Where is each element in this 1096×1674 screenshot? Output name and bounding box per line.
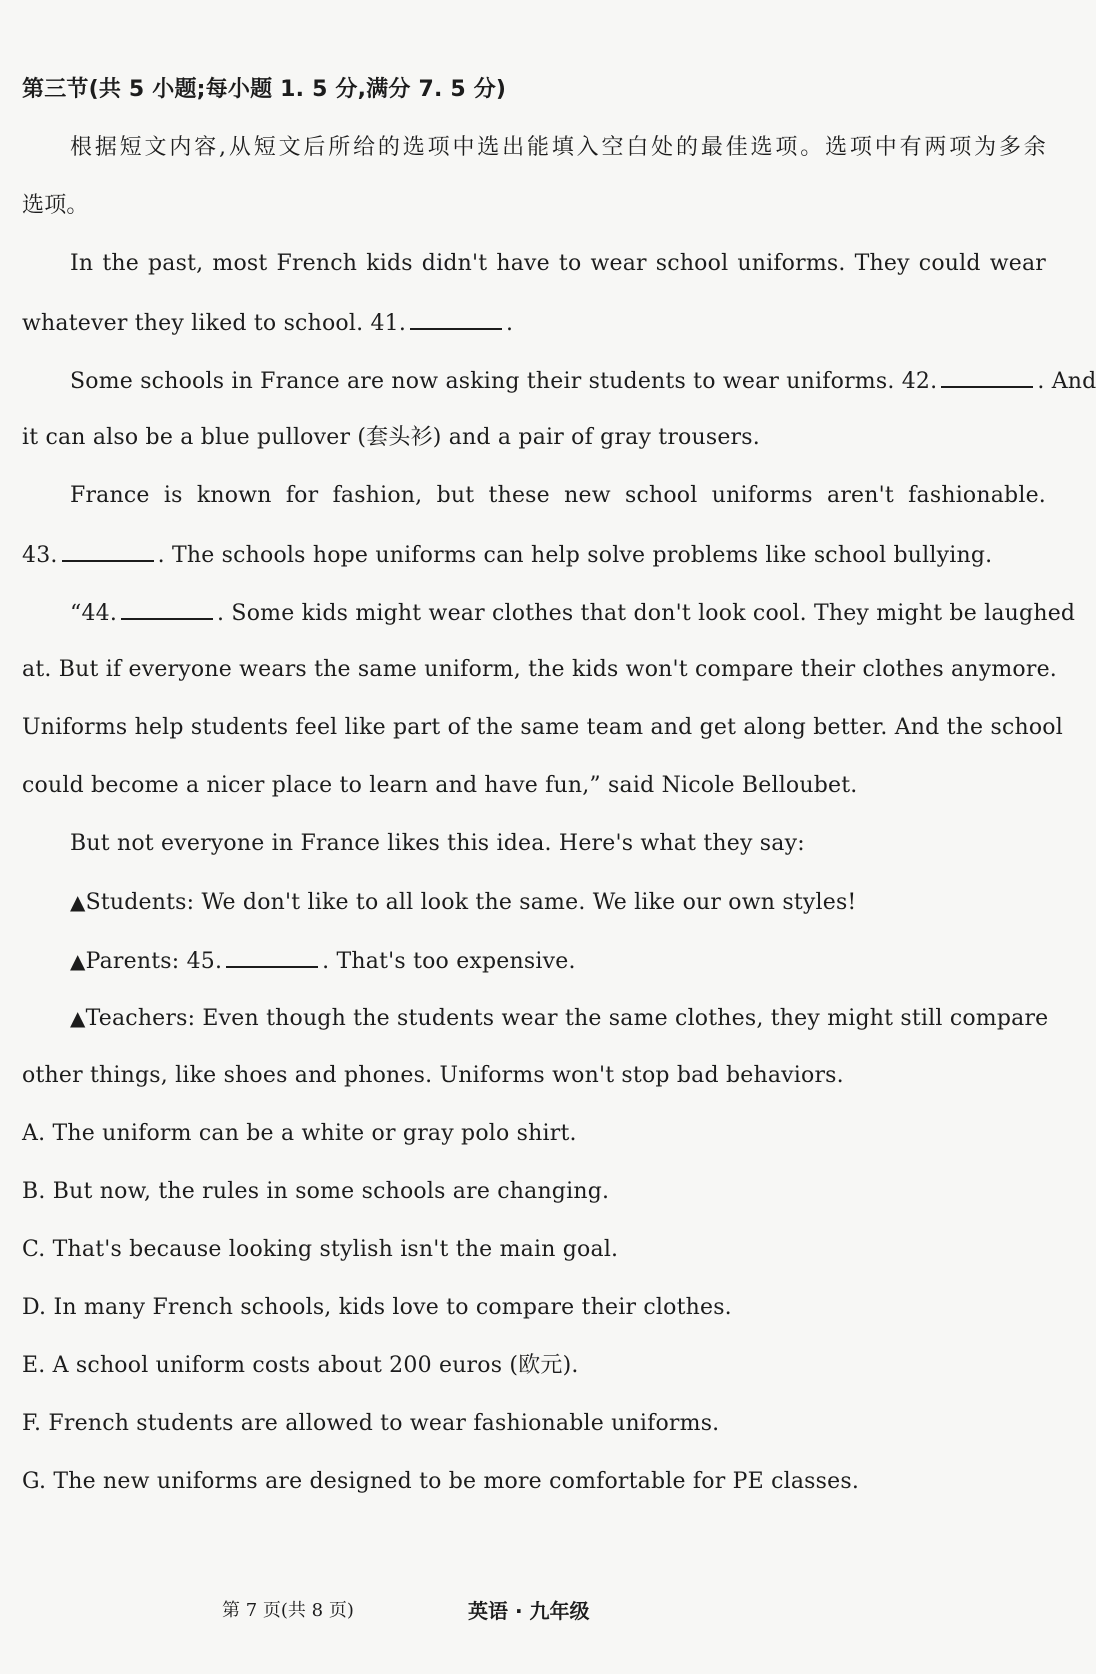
page-number: 第 7 页(共 8 页) (222, 1600, 354, 1621)
passage-line (22, 306, 1046, 340)
opinion-text: . That's too expensive. (322, 949, 576, 974)
opinion-text: Parents: 45. (85, 949, 223, 974)
section-title: 第三节(共 5 小题;每小题 1. 5 分,满分 7. 5 分) (22, 77, 507, 102)
passage-line: Uniforms help students feel like part of the same team and get along better. And the school (22, 715, 1063, 740)
answer-blank-45[interactable] (226, 944, 318, 968)
option-d: D. In many French schools, kids love to compare their clothes. (22, 1295, 732, 1320)
passage-text: “44. (70, 601, 118, 626)
answer-blank-43[interactable] (62, 538, 154, 562)
passage-line (22, 538, 1046, 572)
triangle-bullet-icon: ▲ (70, 1006, 86, 1030)
option-c: C. That's because looking stylish isn't the main goal. (22, 1237, 619, 1262)
passage-line: it can also be a blue pullover (套头衫) and a pair of gray trousers. (22, 425, 760, 450)
option-e: E. A school uniform costs about 200 euros (欧元). (22, 1353, 579, 1378)
subject-label: 英语 · 九年级 (468, 1599, 590, 1623)
passage-text: . Some kids might wear clothes that don't look cool. They might be laughed (217, 601, 1076, 626)
passage-line: In the past, most French kids didn't have to wear school uniforms. They could wear (70, 251, 1046, 276)
passage-text: whatever they liked to school. 41. (22, 311, 407, 336)
opinion-teachers (70, 1002, 1049, 1035)
passage-text: Some schools in France are now asking their students to wear uniforms. 42. (70, 369, 938, 394)
answer-blank-42[interactable] (941, 364, 1033, 388)
passage-line: But not everyone in France likes this idea. Here's what they say: (70, 831, 805, 856)
passage-line (70, 596, 1076, 630)
opinion-students (70, 886, 1046, 919)
opinion-text: Teachers: Even though the students wear the same clothes, they might still compare (85, 1006, 1049, 1031)
option-f: F. French students are allowed to wear fashionable uniforms. (22, 1411, 720, 1436)
passage-text: . And (1037, 369, 1096, 394)
answer-blank-44[interactable] (121, 596, 213, 620)
instruction-line-2: 选项。 (22, 193, 89, 218)
passage-line: at. But if everyone wears the same uniform, the kids won't compare their clothes anymore. (22, 657, 1057, 682)
instruction-line-1: 根据短文内容,从短文后所给的选项中选出能填入空白处的最佳选项。选项中有两项为多余 (70, 135, 1046, 160)
answer-blank-41[interactable] (410, 306, 502, 330)
passage-text: 43. (22, 543, 58, 568)
option-a: A. The uniform can be a white or gray polo shirt. (22, 1121, 577, 1146)
passage-line: could become a nicer place to learn and have fun,” said Nicole Belloubet. (22, 773, 858, 798)
option-g: G. The new uniforms are designed to be more comfortable for PE classes. (22, 1469, 860, 1494)
passage-text: . The schools hope uniforms can help solve problems like school bullying. (157, 543, 993, 568)
triangle-bullet-icon: ▲ (70, 949, 86, 973)
passage-text: . (506, 311, 514, 336)
opinion-parents (70, 944, 1046, 978)
passage-line: France is known for fashion, but these new school uniforms aren't fashionable. (70, 483, 1046, 508)
triangle-bullet-icon: ▲ (70, 890, 86, 914)
passage-line: other things, like shoes and phones. Uniforms won't stop bad behaviors. (22, 1063, 844, 1088)
passage-line (70, 364, 1096, 398)
option-b: B. But now, the rules in some schools are changing. (22, 1179, 610, 1204)
opinion-text: Students: We don't like to all look the same. We like our own styles! (85, 890, 857, 915)
